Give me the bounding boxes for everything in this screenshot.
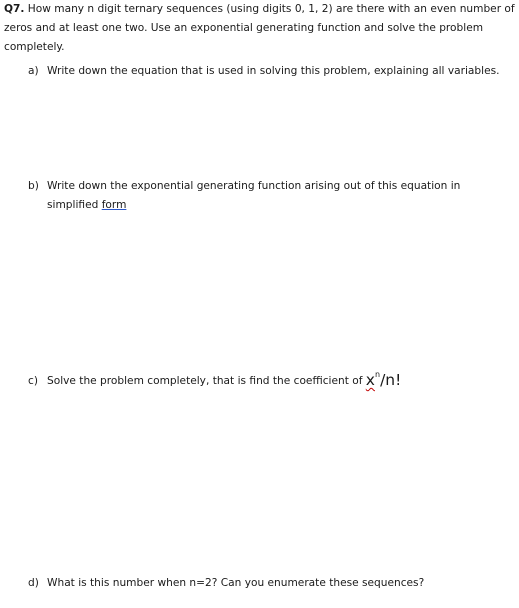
coefficient-expression xyxy=(366,371,402,389)
part-c-letter: c) xyxy=(28,375,38,387)
coefficient-x: x xyxy=(365,371,375,389)
part-d-letter: d) xyxy=(28,577,39,589)
question-body: How many n digit ternary sequences (using digits 0, 1, 2) are there with an even number of zeros and at least one two. Use an exponential generating function and solve the problem completely. xyxy=(4,3,515,53)
part-c xyxy=(28,370,508,391)
coefficient-denominator: /n! xyxy=(380,371,402,389)
part-d xyxy=(28,574,508,593)
question-label: Q7. xyxy=(4,3,25,15)
part-d-text: What is this number when n=2? Can you enumerate these sequences? xyxy=(47,577,425,589)
part-b-line2 xyxy=(28,196,508,215)
part-a-text: Write down the equation that is used in solving this problem, explaining all variables. xyxy=(47,65,500,77)
part-b-line2-prefix: simplified xyxy=(47,199,102,211)
part-b xyxy=(28,177,508,215)
part-a xyxy=(28,62,508,81)
question-text xyxy=(4,0,516,57)
part-a-letter: a) xyxy=(28,65,39,77)
part-b-letter: b) xyxy=(28,180,39,192)
part-c-text: Solve the problem completely, that is find the coefficient of xyxy=(47,375,366,387)
coefficient-exponent: n xyxy=(374,370,381,379)
form-link[interactable]: form xyxy=(101,199,127,211)
part-b-line1: Write down the exponential generating function arising out of this equation in xyxy=(47,180,461,192)
